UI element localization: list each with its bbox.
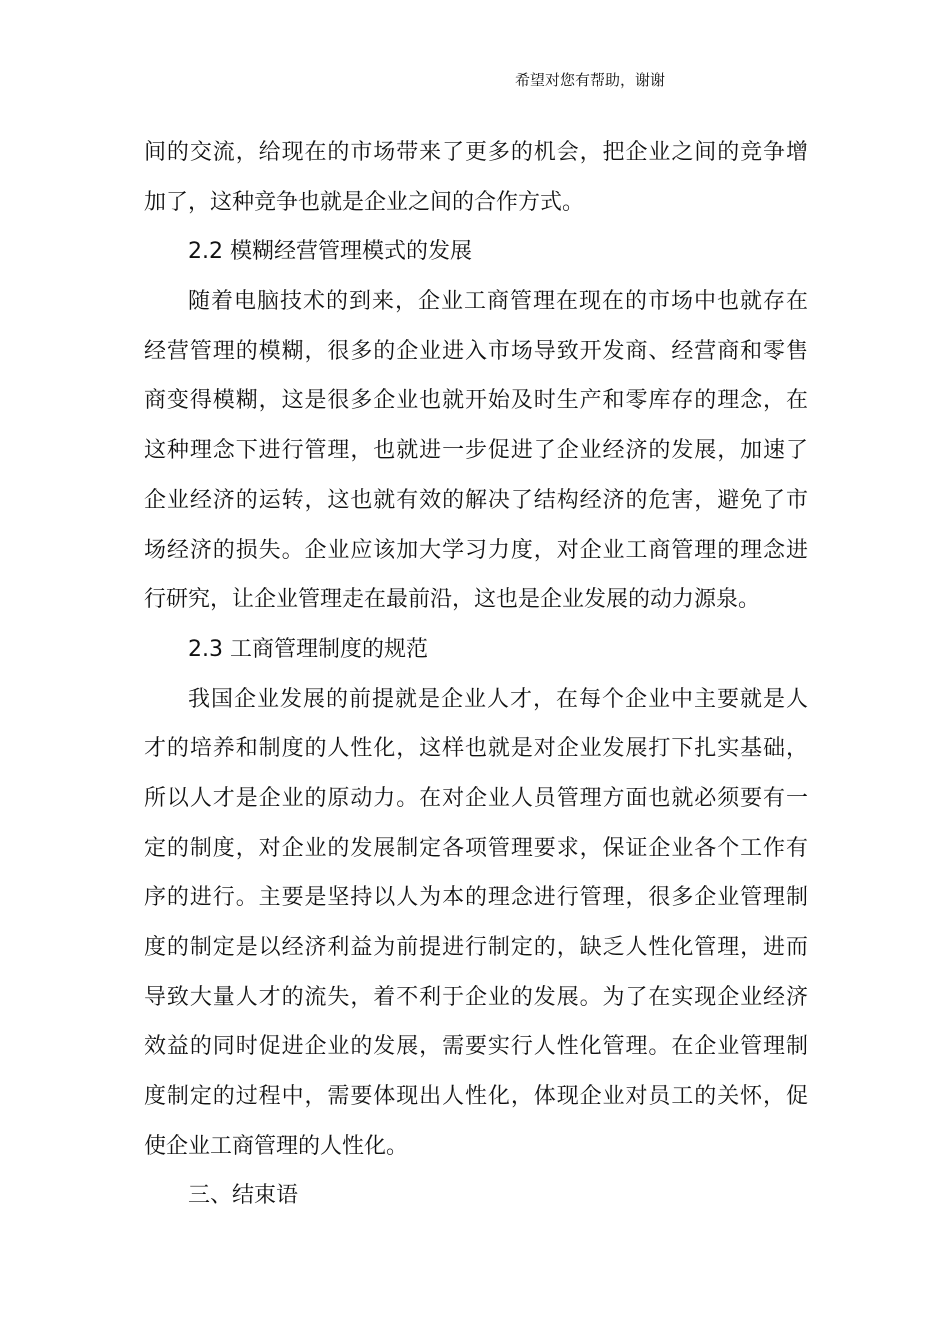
body-text	[144, 128, 808, 1221]
text-line: 场经济的损失。企业应该加大学习力度，对企业工商管理的理念进	[144, 537, 808, 563]
text-line: 这种理念下进行管理，也就进一步促进了企业经济的发展，加速了	[144, 438, 808, 464]
text-line: 间的交流，给现在的市场带来了更多的机会，把企业之间的竞争增	[144, 140, 808, 165]
section-heading-2-3: 2.3 工商管理制度的规范	[188, 636, 428, 662]
text-line: 效益的同时促进企业的发展，需要实行人性化管理。在企业管理制	[144, 1034, 808, 1060]
text-line: 企业经济的运转，这也就有效的解决了结构经济的危害，避免了市	[144, 487, 808, 513]
text-line: 度制定的过程中，需要体现出人性化，体现企业对员工的关怀，促	[144, 1084, 808, 1110]
text-line: 随着电脑技术的到来，企业工商管理在现在的市场中也就存在	[188, 289, 808, 315]
text-line: 才的培养和制度的人性化，这样也就是对企业发展打下扎实基础，	[144, 736, 808, 762]
text-line: 导致大量人才的流失，着不利于企业的发展。为了在实现企业经济	[144, 984, 808, 1010]
section-heading-2-2: 2.2 模糊经营管理模式的发展	[188, 239, 472, 265]
text-line: 度的制定是以经济利益为前提进行制定的，缺乏人性化管理，进而	[144, 935, 808, 960]
text-line: 经营管理的模糊，很多的企业进入市场导致开发商、经营商和零售	[144, 338, 808, 364]
text-line: 所以人才是企业的原动力。在对企业人员管理方面也就必须要有一	[144, 785, 808, 811]
text-line: 定的制度，对企业的发展制定各项管理要求，保证企业各个工作有	[144, 835, 808, 861]
section-heading-conclusion: 三、结束语	[188, 1183, 299, 1209]
text-line: 使企业工商管理的人性化。	[144, 1133, 409, 1159]
text-line: 序的进行。主要是坚持以人为本的理念进行管理，很多企业管理制	[144, 885, 808, 911]
text-line: 行研究，让企业管理走在最前沿，这也是企业发展的动力源泉。	[144, 587, 761, 613]
text-line: 我国企业发展的前提就是企业人才，在每个企业中主要就是人	[188, 686, 808, 712]
text-line: 加了，这种竞争也就是企业之间的合作方式。	[144, 189, 585, 215]
header-note: 希望对您有帮助，谢谢	[515, 71, 666, 89]
text-line: 商变得模糊，这是很多企业也就开始及时生产和零库存的理念，在	[144, 388, 808, 414]
